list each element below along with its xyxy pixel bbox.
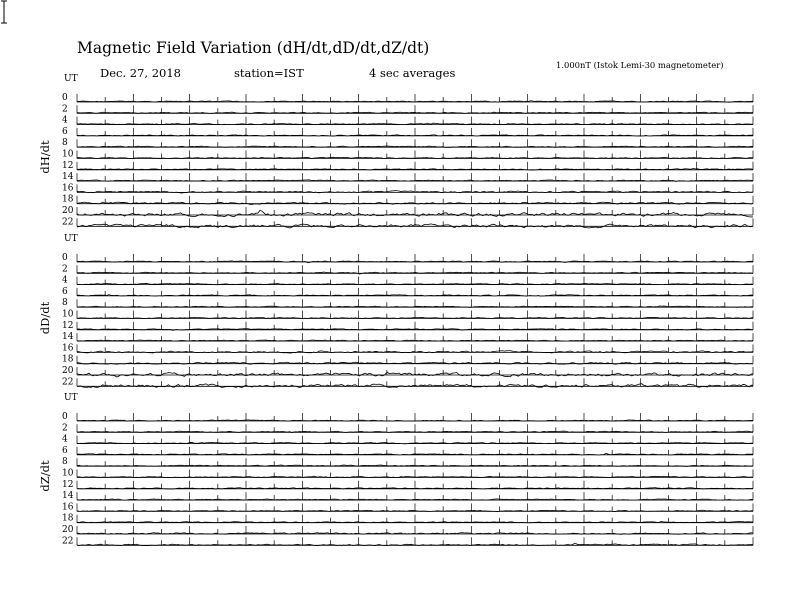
row-hour-label: 12 — [62, 320, 74, 331]
row-hour-label: 22 — [62, 377, 74, 388]
row-hour-label: 16 — [62, 502, 74, 513]
row-hour-label: 8 — [62, 138, 68, 149]
row-hour-label: 18 — [62, 513, 74, 524]
date-label: Dec. 27, 2018 — [100, 66, 181, 80]
panel-2 — [38, 393, 753, 546]
row-hour-label: 22 — [62, 536, 74, 547]
row-hour-label: 6 — [62, 126, 68, 137]
row-hour-label: 2 — [62, 104, 68, 115]
panel-ylabel: dH/dt — [38, 140, 52, 174]
row-hour-label: 10 — [62, 309, 74, 320]
chart-title: Magnetic Field Variation (dH/dt,dD/dt,dZ/dt) — [77, 39, 430, 57]
row-hour-label: 6 — [62, 445, 68, 456]
row-hour-label: 10 — [62, 468, 74, 479]
row-hour-label: 0 — [62, 93, 68, 103]
row-hour-label: 12 — [62, 160, 74, 171]
row-hour-label: 14 — [62, 332, 74, 343]
row-hour-label: 22 — [62, 217, 74, 228]
row-hour-label: 14 — [62, 172, 74, 183]
row-hour-label: 20 — [62, 206, 74, 216]
panel-1 — [38, 234, 753, 388]
panel-ylabel: dZ/dt — [38, 460, 52, 492]
row-hour-label: 18 — [62, 194, 74, 205]
row-hour-label: 2 — [62, 264, 68, 275]
row-hour-label: 8 — [62, 298, 68, 309]
row-hour-label: 4 — [62, 275, 68, 286]
row-hour-label: 20 — [62, 366, 74, 376]
row-hour-label: 4 — [62, 434, 68, 445]
ut-axis-label: UT — [64, 393, 78, 403]
row-hour-label: 0 — [62, 253, 68, 263]
averaging-label: 4 sec averages — [369, 66, 456, 80]
row-hour-label: 0 — [62, 412, 68, 422]
ut-axis-label: UT — [64, 74, 78, 84]
row-hour-label: 2 — [62, 423, 68, 434]
row-hour-label: 18 — [62, 354, 74, 365]
station-label: station=IST — [234, 66, 304, 80]
row-hour-label: 10 — [62, 149, 74, 160]
row-hour-label: 14 — [62, 491, 74, 502]
row-hour-label: 16 — [62, 183, 74, 194]
scale-label: 1.000nT (Istok Lemi-30 magnetometer) — [556, 60, 724, 70]
row-hour-label: 4 — [62, 115, 68, 126]
row-hour-label: 8 — [62, 457, 68, 468]
panel-0 — [38, 74, 753, 228]
panel-ylabel: dD/dt — [38, 301, 52, 335]
ut-axis-label: UT — [64, 234, 78, 244]
row-hour-label: 12 — [62, 479, 74, 490]
row-hour-label: 6 — [62, 286, 68, 297]
row-hour-label: 16 — [62, 343, 74, 354]
row-hour-label: 20 — [62, 525, 74, 535]
